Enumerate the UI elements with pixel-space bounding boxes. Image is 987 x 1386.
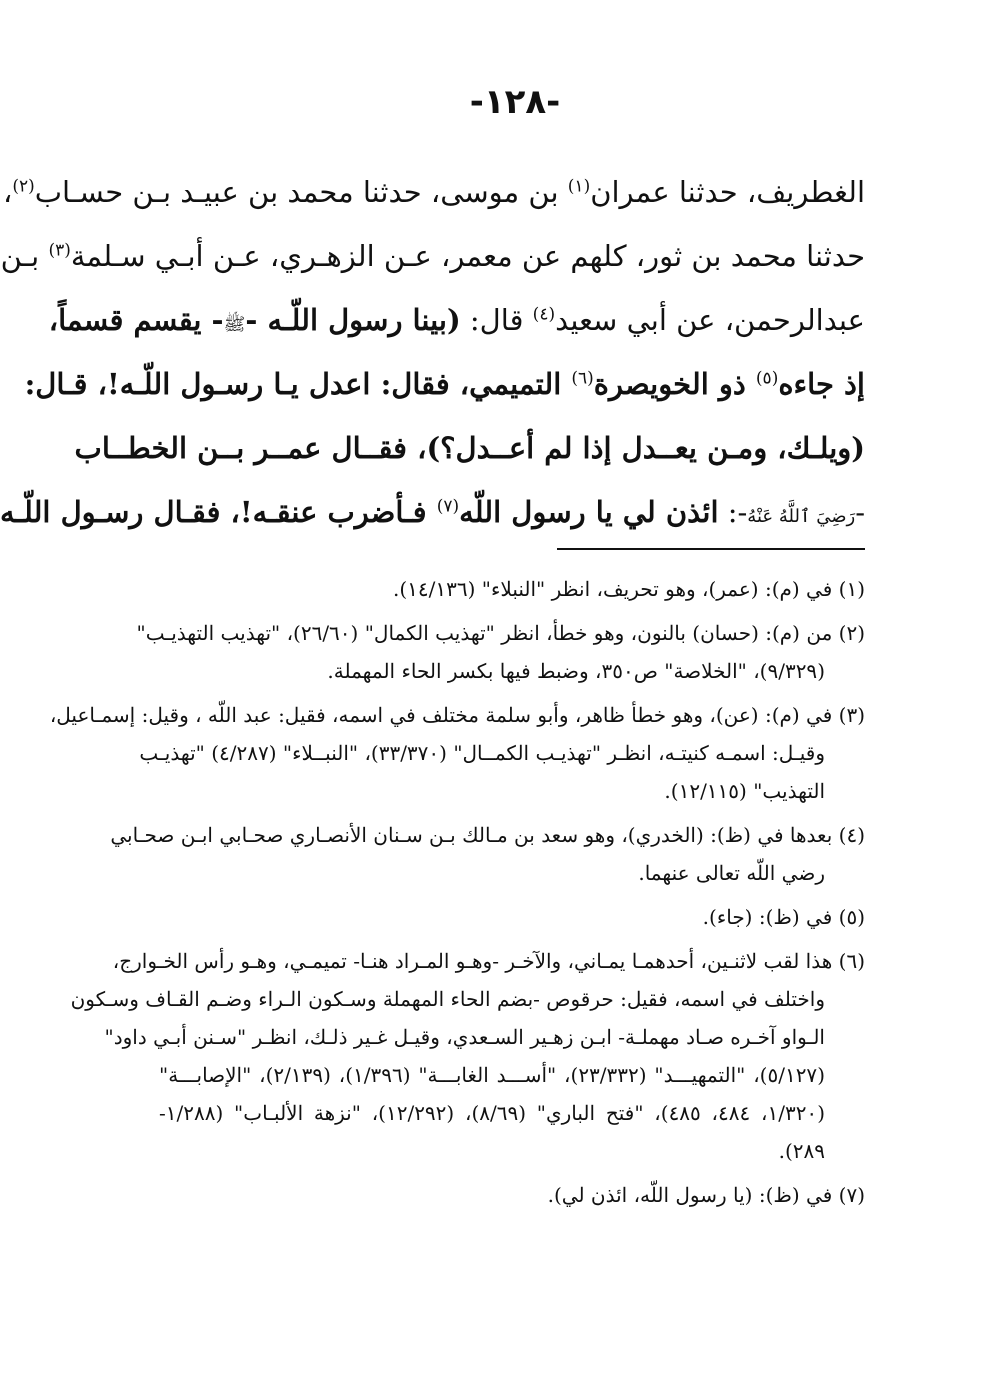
footnote-ref: (١) — [567, 176, 591, 197]
footnote — [70, 942, 865, 1170]
footnote — [159, 570, 865, 608]
footnote-ref: (٧) — [436, 496, 460, 517]
hadith-text: - يقسم قسماً، — [48, 303, 224, 337]
footnote-line: التهذيب" (١٢/١١٥). — [664, 779, 825, 803]
footnote-line: واختلف في اسمه، فقيل: حرقوص -بضم الحاء المهملة وسـكون الـراء وضـم القـاف وسـكون — [70, 987, 825, 1011]
footnote-ref: (٣) — [48, 240, 71, 261]
footnote — [136, 614, 865, 690]
hadith-text: ائذن لي يا رسول اللّه — [459, 495, 719, 529]
footnote — [159, 898, 865, 936]
isnad-text: بـن — [0, 239, 49, 273]
main-text-line — [2, 160, 865, 224]
main-text-line — [74, 416, 865, 480]
footnote-ref: (٥) — [755, 368, 779, 389]
hadith-text: إذ جاءه — [778, 367, 865, 401]
footnote-line: (٧) في (ظ): (يا رسول اللّه، ائذن لي). — [547, 1183, 865, 1207]
footnote-line: (٥) في (ظ): (جاء). — [702, 905, 865, 929]
footnote-line: (٣) في (م): (عن)، وهو خطأ ظاهر، وأبو سلمة مختلف في اسمه، فقيل: عبد اللّه ، وقيل: إسمـاعيل، — [49, 703, 865, 727]
honorific: رَضِيَ ٱللَّهُ عَنْهُ — [747, 506, 856, 527]
isnad-text: -: — [718, 495, 748, 529]
footnote — [110, 816, 865, 892]
isnad-text: بن موسى، حدثنا محمد بن عبيـد بـن حسـاب — [34, 175, 568, 209]
hadith-text: ذو الخويصرة — [593, 367, 756, 401]
footnote — [159, 1176, 865, 1214]
footnote-line: (٦) هذا لقب لاثنـين، أحدهمـا يمـاني، والآخـر -وهـو المـراد هنـا- تميمـي، وهـو رأس الخـوارج، — [112, 949, 865, 973]
footnote-line: وقيـل: اسمـه كنيتـه، انظـر "تهذيـب الكمــال" (٣٣/٣٧٠)، "النبــلاء" (٤/٢٨٧) "تهذيـب — [139, 741, 825, 765]
isnad-text: عبدالرحمن، عن أبي سعيد — [555, 303, 865, 337]
isnad-text: - — [855, 495, 865, 529]
main-text-line — [0, 224, 865, 288]
main-text-line — [24, 352, 865, 416]
isnad-text: قال: — [460, 303, 533, 337]
footnote-separator — [557, 548, 865, 550]
hadith-text: (بينا رسول اللّـه - — [245, 303, 461, 337]
footnote-line: رضي اللّه تعالى عنهما. — [638, 861, 825, 885]
footnote-ref: (٤) — [532, 304, 556, 325]
page-number: -١٢٨- — [469, 82, 561, 122]
footnote-line: (٤) بعدها في (ظ): (الخدري)، وهو سعد بن مـالك بـن سـنان الأنصـاري صحـابي ابـن صحـابي — [110, 823, 865, 847]
main-text-line — [0, 480, 865, 544]
hadith-text: فـأضرب عنقـه!، فقـال رسـول اللّـه — [0, 495, 437, 529]
footnote-line: ٢٨٩). — [778, 1139, 825, 1163]
footnote-line: (٩/٣٢٩)، "الخلاصة" ص٣٥٠، وضبط فيها بكسر الحاء المهملة. — [327, 659, 825, 683]
isnad-text: الغطريف، حدثنا عمران — [590, 175, 865, 209]
footnotes — [49, 570, 865, 1220]
footnote-line: (١) في (م): (عمر)، وهو تحريف، انظر "النبلاء" (١٤/١٣٦). — [393, 577, 865, 601]
footnote-line: (٥/١٢٧)، "التمهيـــد" (٢٣/٣٣٢)، "أســـد الغابـــة" (١/٣٩٦)، (٢/١٣٩)، "الإصابـــة" — [159, 1063, 825, 1087]
isnad-text: حدثنا محمد بن ثور، كلهم عن معمر، عـن الزهـري، عـن أبـي سـلمة — [70, 239, 865, 273]
footnote-line: (١/٣٢٠، ٤٨٤، ٤٨٥)، "فتح الباري" (٨/٦٩)، (١٢/٢٩٢)، "نزهة الألبـاب" (١/٢٨٨- — [159, 1101, 825, 1125]
footnote-line: (٢) من (م): (حسان) بالنون، وهو خطأ، انظر "تهذيب الكمال" (٢٦/٦٠)، "تهذيب التهذيـب" — [136, 621, 865, 645]
main-text-line — [48, 288, 865, 352]
footnote-line: الـواو آخـره صـاد مهملـة- ابـن زهـير السـعدي، وقيـل غـير ذلـك، انظـر "سـنن أبـي داود" — [104, 1025, 825, 1049]
honorific: ﷺ — [223, 314, 246, 335]
footnote-ref: (٢) — [12, 176, 35, 197]
hadith-text: التميمي، فقال: اعدل يـا رسـول اللّـه!، قـال: — [24, 367, 572, 401]
main-text — [0, 160, 865, 544]
isnad-text: ، — [2, 175, 13, 209]
footnote — [49, 696, 865, 810]
hadith-text: (ويلـك، ومـن يعــدل إذا لم أعــدل؟)، فقــال عمــر بــن الخطــاب — [74, 431, 865, 465]
footnote-ref: (٦) — [571, 368, 594, 389]
